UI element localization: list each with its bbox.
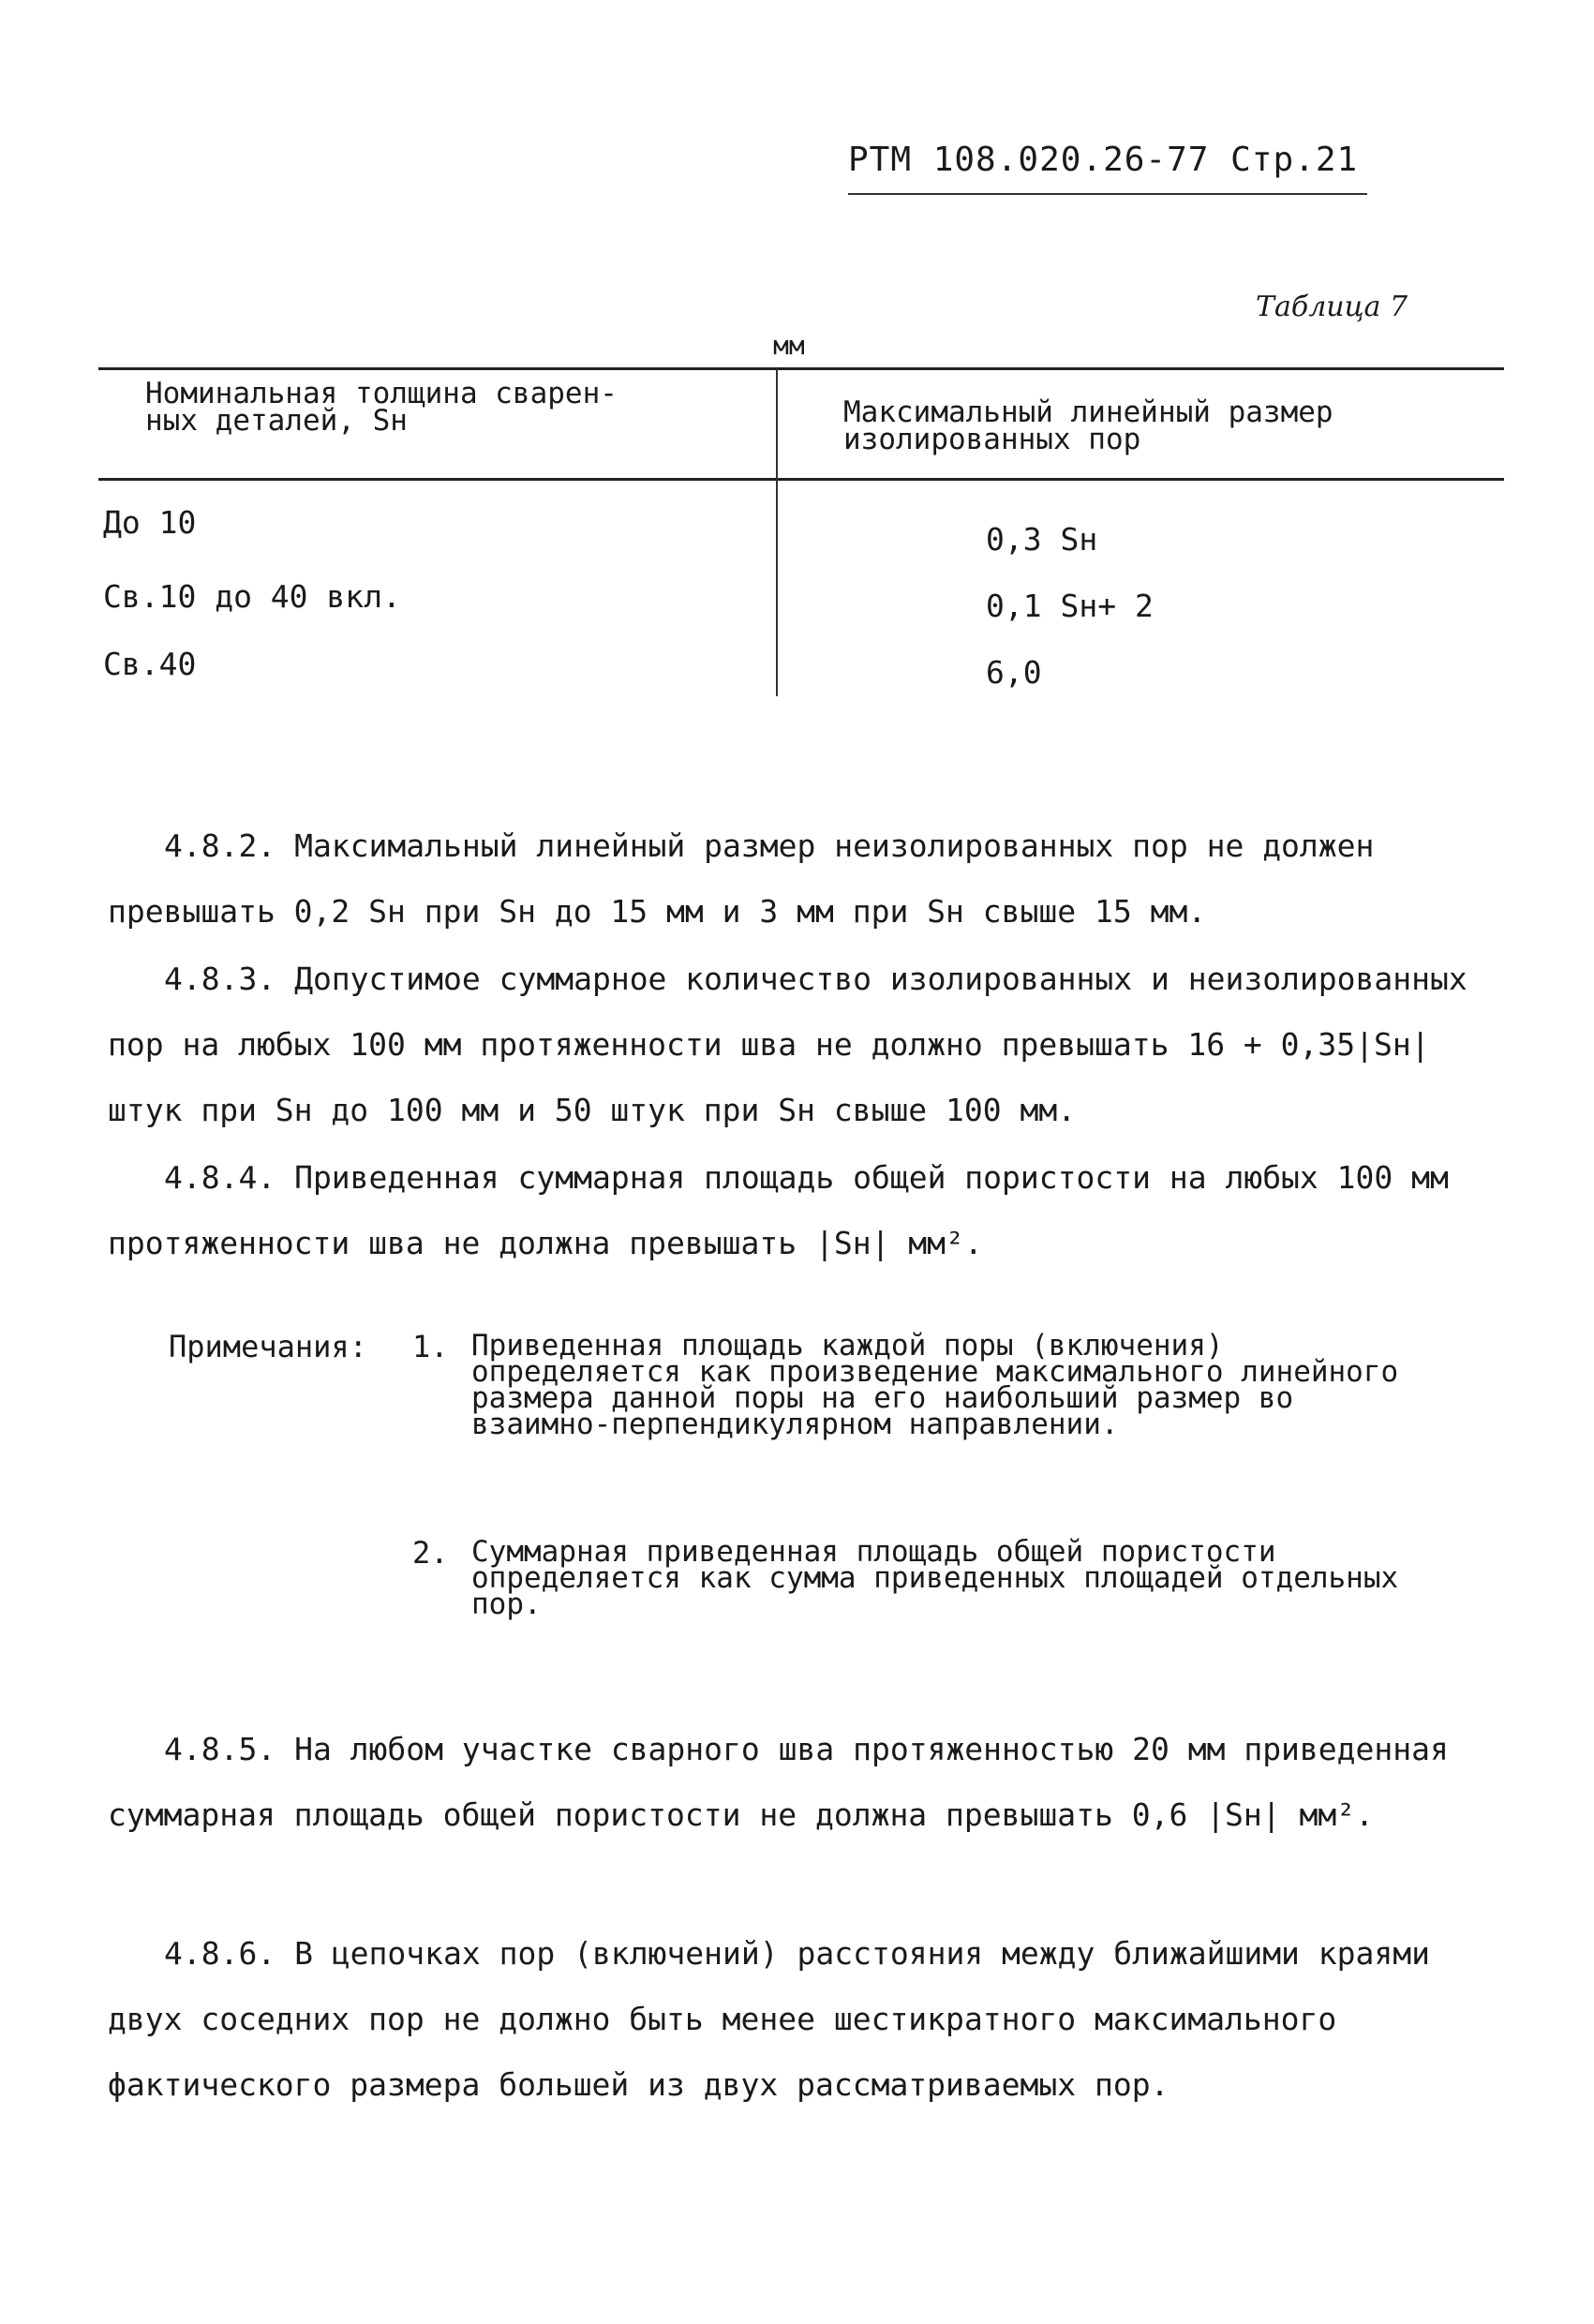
paragraph-4-8-6 xyxy=(108,1921,1495,2118)
table-cell-size: 0,3 Sн xyxy=(986,521,1098,558)
paragraph-text: 4.8.4. Приведенная суммарная площадь общей пористости на любых 100 мм протяженности шва не должна превышать |Sн| мм². xyxy=(108,1159,1449,1261)
paragraph-4-8-2 xyxy=(108,813,1495,945)
note-text: Суммарная приведенная площадь общей пористости определяется как сумма приведенных площадей отдельных пор. xyxy=(471,1535,1399,1621)
paragraph-4-8-3 xyxy=(108,946,1495,1143)
document-code-text: РТМ 108.020.26-77 Стр.21 xyxy=(848,141,1359,179)
table-col2-header: Максимальный линейный размер изолированных пор xyxy=(843,395,1333,456)
notes-label: Примечания: xyxy=(169,1329,367,1364)
document-code-header xyxy=(848,141,1358,179)
paragraph-4-8-4 xyxy=(108,1145,1495,1276)
table-cell-size: 0,1 Sн+ 2 xyxy=(986,588,1154,624)
header-underline xyxy=(848,193,1367,195)
paragraph-text: 4.8.5. На любом участке сварного шва протяженностью 20 мм приведенная суммарная площадь общей пористости не должна превышать 0,6 |Sн| мм². xyxy=(108,1731,1449,1833)
table-cell-thickness: Св.10 до 40 вкл. xyxy=(103,578,401,615)
table-column-divider xyxy=(776,368,778,696)
table-label: Таблица 7 xyxy=(1256,290,1408,323)
note-text: Приведенная площадь каждой поры (включения) определяется как произведение максимального линейного размера данной поры на его наибольший размер во взаимно-перпендикулярном направлении. xyxy=(471,1329,1399,1441)
note-number: 2. xyxy=(412,1535,449,1571)
table-top-rule xyxy=(98,367,1504,370)
table-cell-size: 6,0 xyxy=(986,654,1042,691)
paragraph-4-8-5 xyxy=(108,1717,1495,1848)
paragraph-text: 4.8.2. Максимальный линейный размер неизолированных пор не должен превышать 0,2 Sн при Sн до 15 мм и 3 мм при Sн свыше 15 мм. xyxy=(108,827,1375,930)
table-unit: мм xyxy=(773,330,805,361)
table-cell-thickness: До 10 xyxy=(103,504,197,541)
table-cell-thickness: Св.40 xyxy=(103,646,197,682)
table-header-rule xyxy=(98,478,1504,481)
table-col1-header: Номинальная толщина сварен- ных деталей, Sн xyxy=(145,377,618,438)
paragraph-text: 4.8.6. В цепочках пор (включений) расстояния между ближайшими краями двух соседних пор не должно быть менее шестикратного максимального фактического размера большей из двух рассматриваемых пор. xyxy=(108,1935,1431,2103)
paragraph-text: 4.8.3. Допустимое суммарное количество изолированных и неизолированных пор на любых 100 мм протяженности шва не должно превышать 16 + 0,35|Sн|штук при Sн до 100 мм и 50 штук при Sн свыше 100 мм. xyxy=(108,961,1467,1128)
note-number: 1. xyxy=(412,1329,449,1364)
